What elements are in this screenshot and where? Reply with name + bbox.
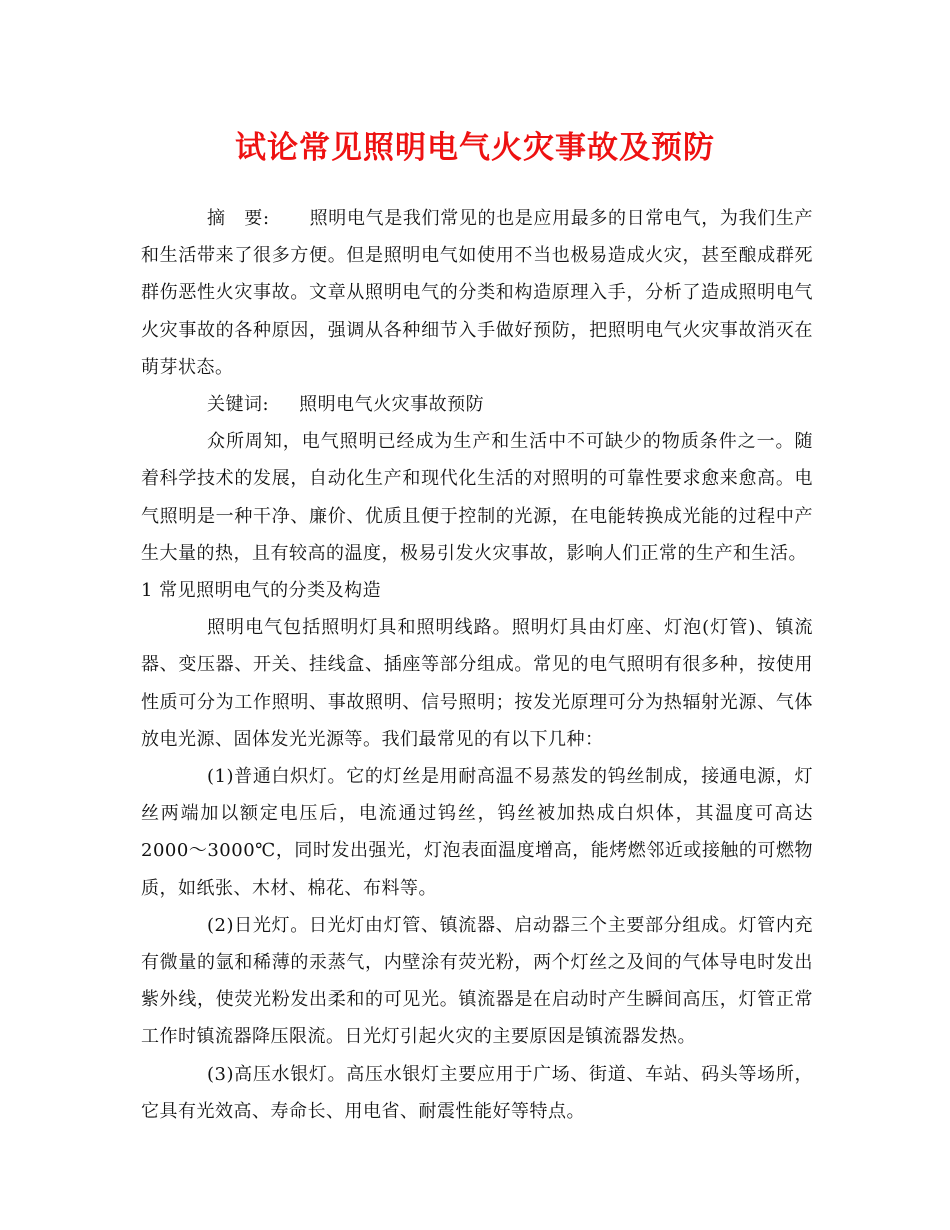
abstract-text: 照明电气是我们常见的也是应用最多的日常电气，为我们生产和生活带来了很多方便。但是照明电气如使用不当也极易造成火灾，甚至酿成群死群伤恶性火灾事故。文章从照明电气的分类和构造原理入手，分析了造成照明电气火灾事故的各种原因，强调从各种细节入手做好预防，把照明电气火灾事故消灭在萌芽状态。 <box>141 208 813 378</box>
keywords-paragraph <box>141 386 813 423</box>
abstract-paragraph <box>141 200 813 386</box>
document-body <box>141 200 813 1130</box>
abstract-label: 摘 要: <box>207 208 270 229</box>
page-title: 试论常见照明电气火灾事故及预防 <box>235 130 715 166</box>
intro-paragraph: 众所周知，电气照明已经成为生产和生活中不可缺少的物质条件之一。随着科学技术的发展，自动化生产和现代化生活的对照明的可靠性要求愈来愈高。电气照明是一种干净、廉价、优质且便于控制的光源，在电能转换成光能的过程中产生大量的热，且有较高的温度，极易引发火灾事故，影响人们正常的生产和生活。 <box>141 431 813 564</box>
keywords-text: 照明电气火灾事故预防 <box>299 394 485 416</box>
list-item: (1)普通白炽灯。它的灯丝是用耐高温不易蒸发的钨丝制成，接通电源，灯丝两端加以额定电压后，电流通过钨丝，钨丝被加热成白炽体，其温度可高达2000～3000℃，同时发出强光，灯泡表面温度增高，能烤燃邻近或接触的可燃物质，如纸张、木材、棉花、布料等。 <box>141 766 813 899</box>
list-item: (2)日光灯。日光灯由灯管、镇流器、启动器三个主要部分组成。灯管内充有微量的氩和稀薄的汞蒸气，内壁涂有荧光粉，两个灯丝之及间的气体导电时发出紫外线，使荧光粉发出柔和的可见光。镇流器是在启动时产生瞬间高压，灯管正常工作时镇流器降压限流。日光灯引起火灾的主要原因是镇流器发热。 <box>141 914 813 1048</box>
list-item: (3)高压水银灯。高压水银灯主要应用于广场、街道、车站、码头等场所，它具有光效高、寿命长、用电省、耐震性能好等特点。 <box>141 1063 813 1122</box>
keywords-label: 关键词: <box>207 394 270 416</box>
section-paragraph: 照明电气包括照明灯具和照明线路。照明灯具由灯座、灯泡(灯管)、镇流器、变压器、开关、挂线盒、插座等部分组成。常见的电气照明有很多种，按使用性质可分为工作照明、事故照明、信号照明；按发光原理可分为热辐射光源、气体放电光源、固体发光光源等。我们最常见的有以下几种： <box>141 617 813 750</box>
section-heading: 1 常见照明电气的分类及构造 <box>141 580 382 602</box>
